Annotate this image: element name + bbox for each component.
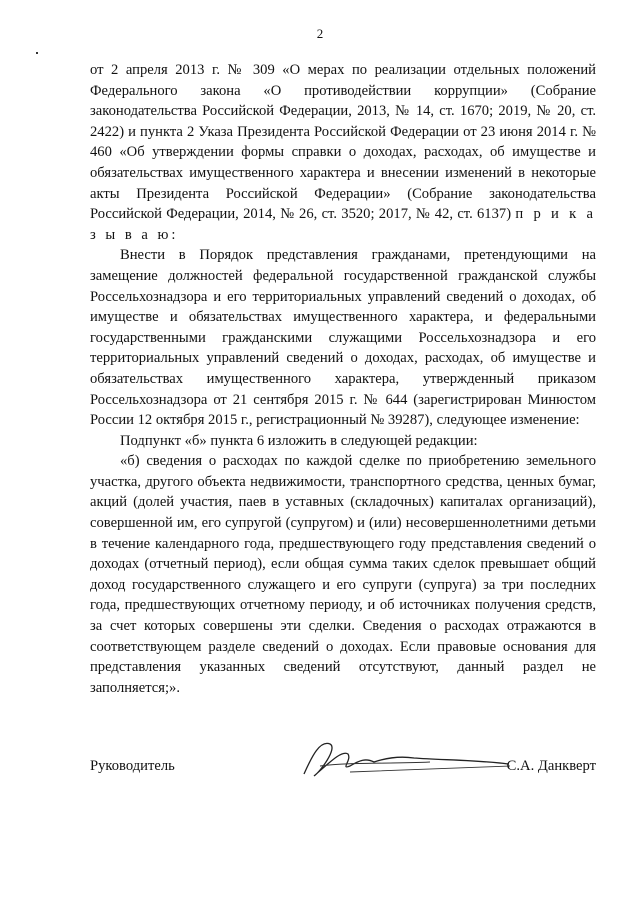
handwritten-signature <box>290 736 530 782</box>
order-word: п р и к а з ы в а ю: <box>90 206 596 243</box>
scan-speck <box>36 52 38 54</box>
signatory-name: С.А. Данкверт <box>506 758 596 774</box>
signatory-position: Руководитель <box>90 758 175 774</box>
signature-block <box>90 754 596 794</box>
intro-text: от 2 апреля 2013 г. № 309 «О мерах по реализации отдельных положений Федерального закона «О противодействии коррупции» (Собрание законодательства Российской Федерации, 2013, № 14, ст. 1670; 2019, № 20, ст. 2422) и пункта 2 Указа Президента Российской Федерации от 23 июня 2014 г. № 460 «Об утверждении формы справки о доходах, расходах, об имуществе и обязательствах имущественного характера и внесении изменений в некоторые акты Президента Российской Федерации» (Собрание законодательства Российской Федерации, 2014, № 26, ст. 3520; 2017, № 42, ст. 6137) <box>90 62 596 223</box>
page-number: 2 <box>316 26 324 41</box>
paragraph-intro <box>90 60 596 245</box>
paragraph-new-text: «б) сведения о расходах по каждой сделке по приобретению земельного участка, другого объекта недвижимости, транспортного средства, ценных бумаг, акций (долей участия, паев в уставных (складочных) капиталах организаций), совершенной им, его супругой (супругом) и (или) несовершеннолетними детьми в течение календарного года, предшествующего году представления сведений о доходах (отчетный период), если общая сумма таких сделок превышает общий доход государственного служащего и его супруги (супруга) за три последних года, предшествующих отчетному периоду, и об источниках получения средств, за счет которых совершены эти сделки. Сведения о расходах отражаются в соответствующем разделе сведений о доходах. Если правовые основания для представления указанных сведений отсутствуют, данный раздел не заполняется;». <box>90 453 596 696</box>
document-body <box>90 60 596 698</box>
paragraph-amendment: Внести в Порядок представления гражданами, претендующими на замещение должностей федеральной государственной гражданской службы Россельхознадзора и его территориальных управлений сведений о доходах, об имуществе и обязательствах имущественного характера, и федеральными государственными гражданскими служащими Россельхознадзора и его территориальных управлений сведений о доходах, расходах, об имуществе и обязательствах имущественного характера, утвержденный приказом Россельхознадзора от 21 сентября 2015 г. № 644 (зарегистрирован Минюстом России 12 октября 2015 г., регистрационный № 39287), следующее изменение: <box>90 247 596 429</box>
paragraph-subpoint: Подпункт «б» пункта 6 изложить в следующей редакции: <box>120 432 478 449</box>
